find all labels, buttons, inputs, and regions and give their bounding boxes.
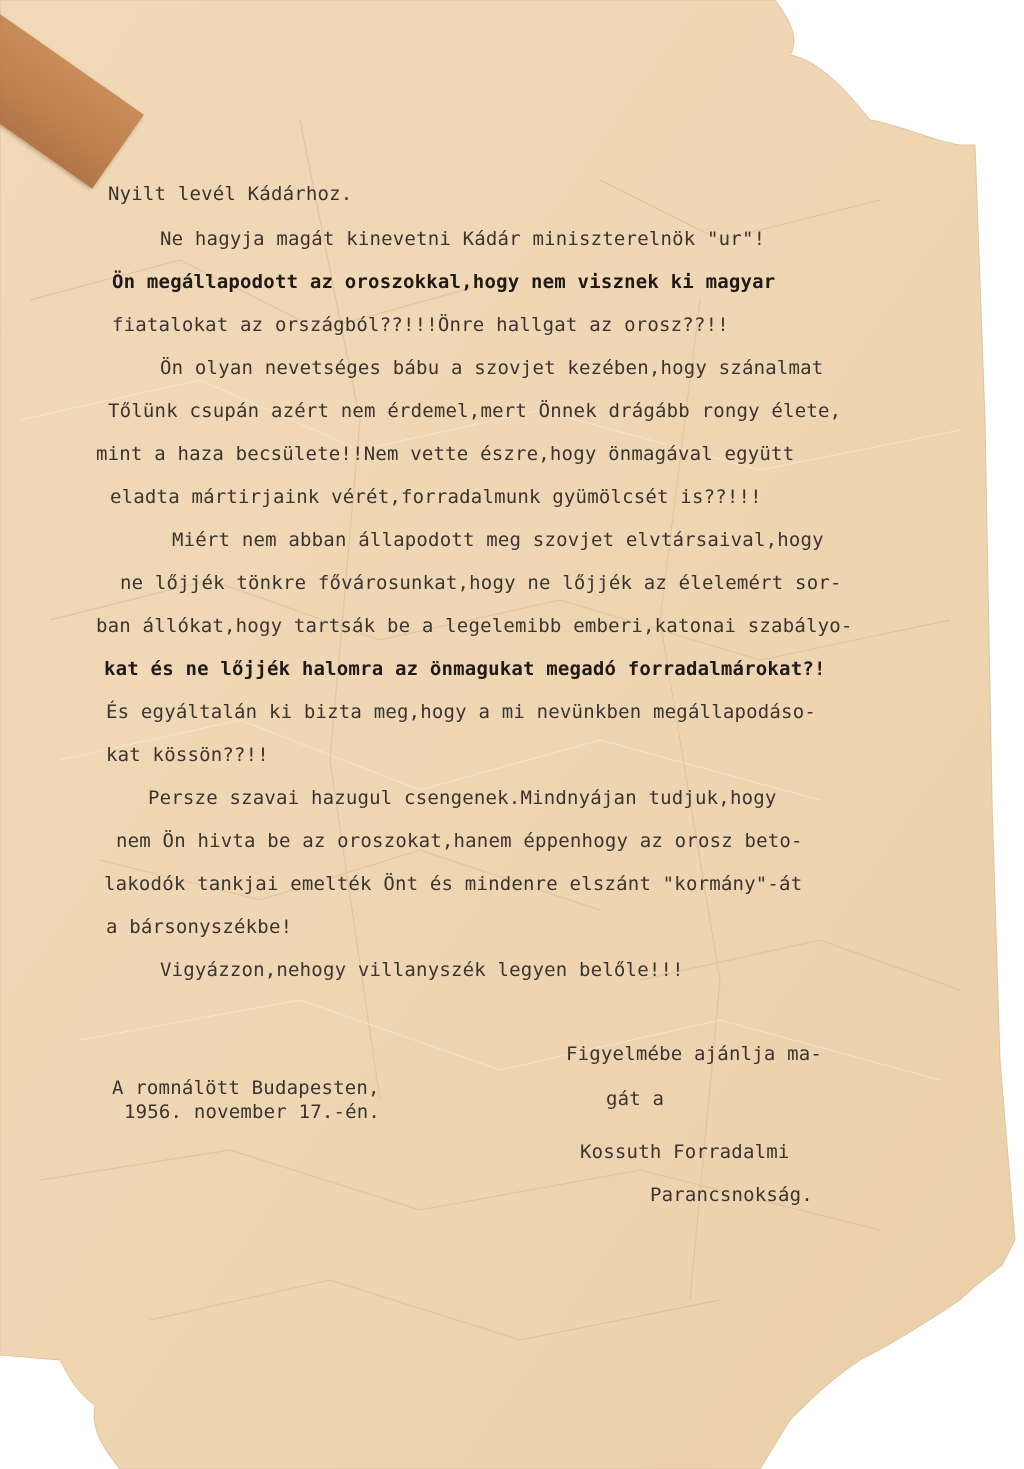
body-line: Persze szavai hazugul csengenek.Mindnyájan tudjuk,hogy <box>148 787 777 809</box>
place-date-line: 1956. november 17.-én. <box>124 1101 381 1123</box>
signature-organization: Parancsnokság. <box>650 1184 813 1206</box>
body-line: Ön megállapodott az oroszokkal,hogy nem visznek ki magyar <box>112 271 776 293</box>
closing-line: gát a <box>606 1088 665 1110</box>
body-line: ban állókat,hogy tartsák be a legelemibb emberi,katonai szabályo- <box>96 615 853 637</box>
place-date-line: A romnálött Budapesten, <box>112 1077 380 1099</box>
body-line: Vigyázzon,nehogy villanyszék legyen belőle!!! <box>160 959 684 981</box>
body-line: mint a haza becsülete!!Nem vette észre,hogy önmagával együtt <box>96 443 795 465</box>
body-line: Tőlünk csupán azért nem érdemel,mert Önnek drágább rongy élete, <box>108 400 842 422</box>
body-line: nem Ön hivta be az oroszokat,hanem éppenhogy az orosz beto- <box>116 830 803 852</box>
signature-organization: Kossuth Forradalmi <box>580 1141 790 1163</box>
body-line: kat és ne lőjjék halomra az önmagukat megadó forradalmárokat?! <box>104 658 826 680</box>
closing-line: Figyelmébe ajánlja ma- <box>566 1043 823 1065</box>
body-line: a bársonyszékbe! <box>106 916 293 938</box>
body-line: Ne hagyja magát kinevetni Kádár miniszterelnök "ur"! <box>160 228 766 250</box>
body-line: ne lőjjék tönkre fővárosunkat,hogy ne lőjjék az élelemért sor- <box>120 572 842 594</box>
body-line: Miért nem abban állapodott meg szovjet elvtársaival,hogy <box>172 529 824 551</box>
letter-title: Nyilt levél Kádárhoz. <box>108 183 353 205</box>
body-line: Ön olyan nevetséges bábu a szovjet kezében,hogy szánalmat <box>160 357 824 379</box>
body-line: kat kössön??!! <box>106 744 269 766</box>
body-line: És egyáltalán ki bizta meg,hogy a mi nevünkben megállapodáso- <box>106 701 816 723</box>
body-line: fiatalokat az országból??!!!Önre hallgat az orosz??!! <box>112 314 729 336</box>
body-line: lakodók tankjai emelték Önt és mindenre elszánt "kormány"-át <box>104 873 803 895</box>
body-line: eladta mártirjaink vérét,forradalmunk gyümölcsét is??!!! <box>110 486 762 508</box>
